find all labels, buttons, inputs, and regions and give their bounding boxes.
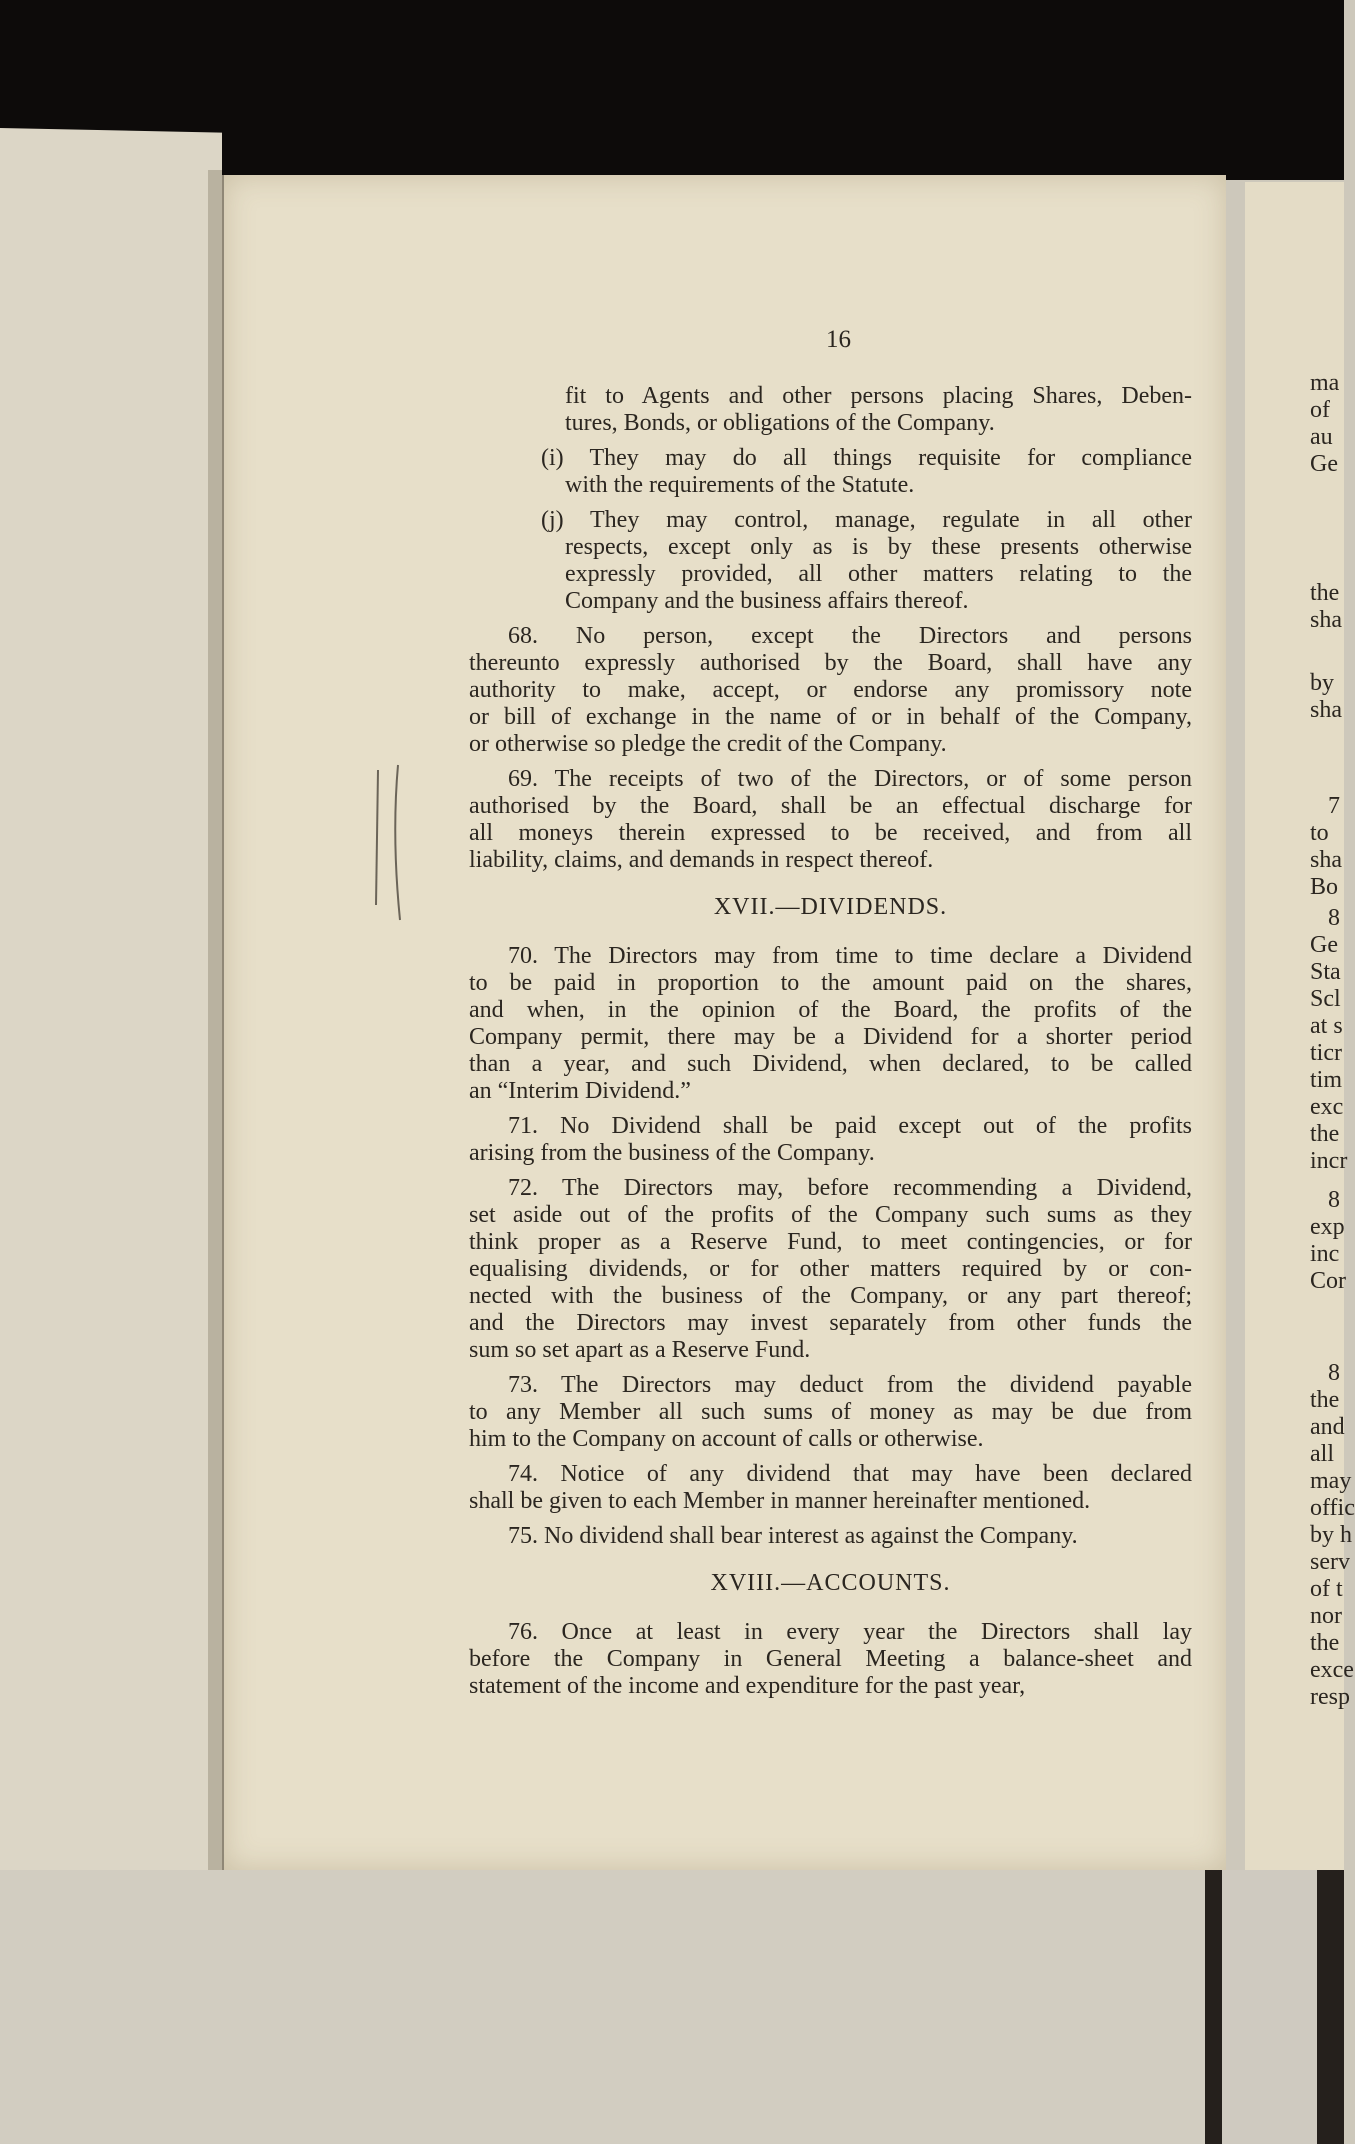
text-line: 73. The Directors may deduct from the dividend payable bbox=[508, 1372, 1192, 1398]
fragment-line: at s bbox=[1310, 1013, 1343, 1039]
text-line: thereunto expressly authorised by the Board, shall have any bbox=[469, 650, 1192, 676]
fragment-group bbox=[1310, 793, 1342, 901]
text-line: (i) They may do all things requisite for compliance bbox=[541, 445, 1192, 471]
text-line: equalising dividends, or for other matters required by or con- bbox=[469, 1256, 1192, 1282]
text-line: and when, in the opinion of the Board, the profits of the bbox=[469, 997, 1192, 1023]
text-line: or bill of exchange in the name of or in behalf of the Company, bbox=[469, 704, 1192, 730]
fragment-group bbox=[1310, 1187, 1346, 1295]
fragment-group bbox=[1310, 670, 1342, 724]
paragraph bbox=[469, 1175, 1192, 1364]
paragraph bbox=[469, 507, 1192, 615]
fragment-line: Scl bbox=[1310, 986, 1341, 1012]
text-line: all moneys therein expressed to be received, and from all bbox=[469, 820, 1192, 846]
fragment-line: may bbox=[1310, 1468, 1352, 1494]
text-line: statement of the income and expenditure for the past year, bbox=[469, 1673, 1026, 1699]
fragment-line: the bbox=[1310, 1387, 1340, 1413]
text-line: 70. The Directors may from time to time declare a Dividend bbox=[508, 943, 1192, 969]
text-line: expressly provided, all other matters relating to the bbox=[565, 561, 1192, 587]
fragment-line: exp bbox=[1310, 1214, 1345, 1240]
fragment-line: by bbox=[1310, 670, 1334, 696]
section-heading: XVII.—DIVIDENDS. bbox=[713, 894, 948, 920]
text-line: fit to Agents and other persons placing Shares, Deben- bbox=[565, 383, 1192, 409]
fragment-line: Cor bbox=[1310, 1268, 1346, 1294]
fragment-line: of t bbox=[1310, 1576, 1343, 1602]
text-line: liability, claims, and demands in respect thereof. bbox=[469, 847, 934, 873]
fragment-line: and bbox=[1310, 1414, 1345, 1440]
paragraph bbox=[469, 623, 1192, 758]
fragment-line: tim bbox=[1310, 1067, 1343, 1093]
fragment-line: inc bbox=[1310, 1241, 1340, 1267]
fragment-line: the bbox=[1310, 1630, 1340, 1656]
fragment-line: Ge bbox=[1310, 451, 1338, 477]
text-line: to be paid in proportion to the amount paid on the shares, bbox=[469, 970, 1192, 996]
fragment-line: the bbox=[1310, 1121, 1340, 1147]
text-line: before the Company in General Meeting a balance-sheet and bbox=[469, 1646, 1192, 1672]
lower-background bbox=[0, 1870, 1344, 2144]
text-line: shall be given to each Member in manner hereinafter mentioned. bbox=[469, 1488, 1091, 1514]
paragraph bbox=[469, 1619, 1192, 1700]
fragment-group bbox=[1310, 905, 1347, 1175]
previous-page bbox=[0, 128, 222, 1883]
page-number: 16 bbox=[826, 326, 851, 353]
paragraph bbox=[469, 943, 1192, 1105]
fragment-line: au bbox=[1310, 424, 1333, 450]
fragment-line: Ge bbox=[1310, 932, 1338, 958]
text-line: sum so set apart as a Reserve Fund. bbox=[469, 1337, 811, 1363]
fragment-line: to bbox=[1310, 820, 1329, 846]
fragment-line: Bo bbox=[1310, 874, 1339, 900]
fragment-line: sha bbox=[1310, 847, 1342, 873]
fragment-line: all bbox=[1310, 1441, 1334, 1467]
paragraph bbox=[469, 766, 1192, 874]
text-line: authorised by the Board, shall be an effectual discharge for bbox=[469, 793, 1192, 819]
text-line: 69. The receipts of two of the Directors, or of some person bbox=[508, 766, 1192, 792]
fragment-line: resp bbox=[1310, 1684, 1350, 1710]
fragment-line: offic bbox=[1310, 1495, 1355, 1521]
text-line: 74. Notice of any dividend that may have been declared bbox=[508, 1461, 1192, 1487]
lower-next-page bbox=[1222, 1870, 1317, 2144]
text-line: an “Interim Dividend.” bbox=[469, 1078, 691, 1104]
text-line: with the requirements of the Statute. bbox=[565, 472, 915, 498]
text-line: and the Directors may invest separately from other funds the bbox=[469, 1310, 1192, 1336]
text-line: him to the Company on account of calls or otherwise. bbox=[469, 1426, 984, 1452]
paragraph bbox=[469, 1461, 1192, 1515]
fragment-line: the bbox=[1310, 580, 1340, 606]
paragraph bbox=[469, 1523, 1192, 1550]
fragment-line: 7 bbox=[1328, 793, 1340, 819]
fragment-group bbox=[1310, 370, 1339, 478]
text-line: Company permit, there may be a Dividend for a shorter period bbox=[469, 1024, 1192, 1050]
fragment-line: Sta bbox=[1310, 959, 1341, 985]
paragraph bbox=[469, 445, 1192, 499]
fragment-line: ticr bbox=[1310, 1040, 1342, 1066]
fragment-group bbox=[1310, 1360, 1355, 1711]
text-line: or otherwise so pledge the credit of the Company. bbox=[469, 731, 947, 757]
fragment-line: serv bbox=[1310, 1549, 1350, 1575]
text-line: nected with the business of the Company, or any part thereof; bbox=[469, 1283, 1192, 1309]
fragment-line: 8 bbox=[1328, 1360, 1340, 1386]
text-line: 75. No dividend shall bear interest as against the Company. bbox=[508, 1523, 1078, 1549]
fragment-line: of bbox=[1310, 397, 1330, 423]
text-line: Company and the business affairs thereof. bbox=[565, 588, 969, 614]
fragment-group bbox=[1310, 580, 1342, 634]
text-line: think proper as a Reserve Fund, to meet contingencies, or for bbox=[469, 1229, 1192, 1255]
text-line: arising from the business of the Company. bbox=[469, 1140, 875, 1166]
fragment-line: exc bbox=[1310, 1094, 1344, 1120]
paragraph bbox=[469, 1372, 1192, 1453]
fragment-line: incr bbox=[1310, 1148, 1348, 1174]
text-line: 72. The Directors may, before recommending a Dividend, bbox=[508, 1175, 1192, 1201]
section-heading: XVIII.—ACCOUNTS. bbox=[710, 1570, 951, 1596]
text-line: tures, Bonds, or obligations of the Company. bbox=[565, 410, 995, 436]
page-stack-edge bbox=[208, 170, 222, 1870]
fragment-line: ma bbox=[1310, 370, 1340, 396]
text-line: (j) They may control, manage, regulate in all other bbox=[541, 507, 1192, 533]
fragment-line: sha bbox=[1310, 607, 1342, 633]
fragment-line: exce bbox=[1310, 1657, 1354, 1683]
text-line: set aside out of the profits of the Company such sums as they bbox=[469, 1202, 1192, 1228]
page-body bbox=[469, 383, 1192, 1708]
text-line: respects, except only as is by these presents otherwise bbox=[565, 534, 1192, 560]
text-line: to any Member all such sums of money as may be due from bbox=[469, 1399, 1192, 1425]
fragment-line: sha bbox=[1310, 697, 1342, 723]
text-line: 71. No Dividend shall be paid except out of the profits bbox=[508, 1113, 1192, 1139]
text-line: 68. No person, except the Directors and persons bbox=[508, 623, 1192, 649]
pencil-margin-marks bbox=[370, 760, 410, 930]
text-line: authority to make, accept, or endorse any promissory note bbox=[469, 677, 1192, 703]
text-line: than a year, and such Dividend, when declared, to be called bbox=[469, 1051, 1192, 1077]
fragment-line: 8 bbox=[1328, 905, 1340, 931]
fragment-line: nor bbox=[1310, 1603, 1342, 1629]
text-line: 76. Once at least in every year the Directors shall lay bbox=[508, 1619, 1192, 1645]
fragment-line: 8 bbox=[1328, 1187, 1340, 1213]
paragraph bbox=[469, 1113, 1192, 1167]
fragment-line: by h bbox=[1310, 1522, 1352, 1548]
